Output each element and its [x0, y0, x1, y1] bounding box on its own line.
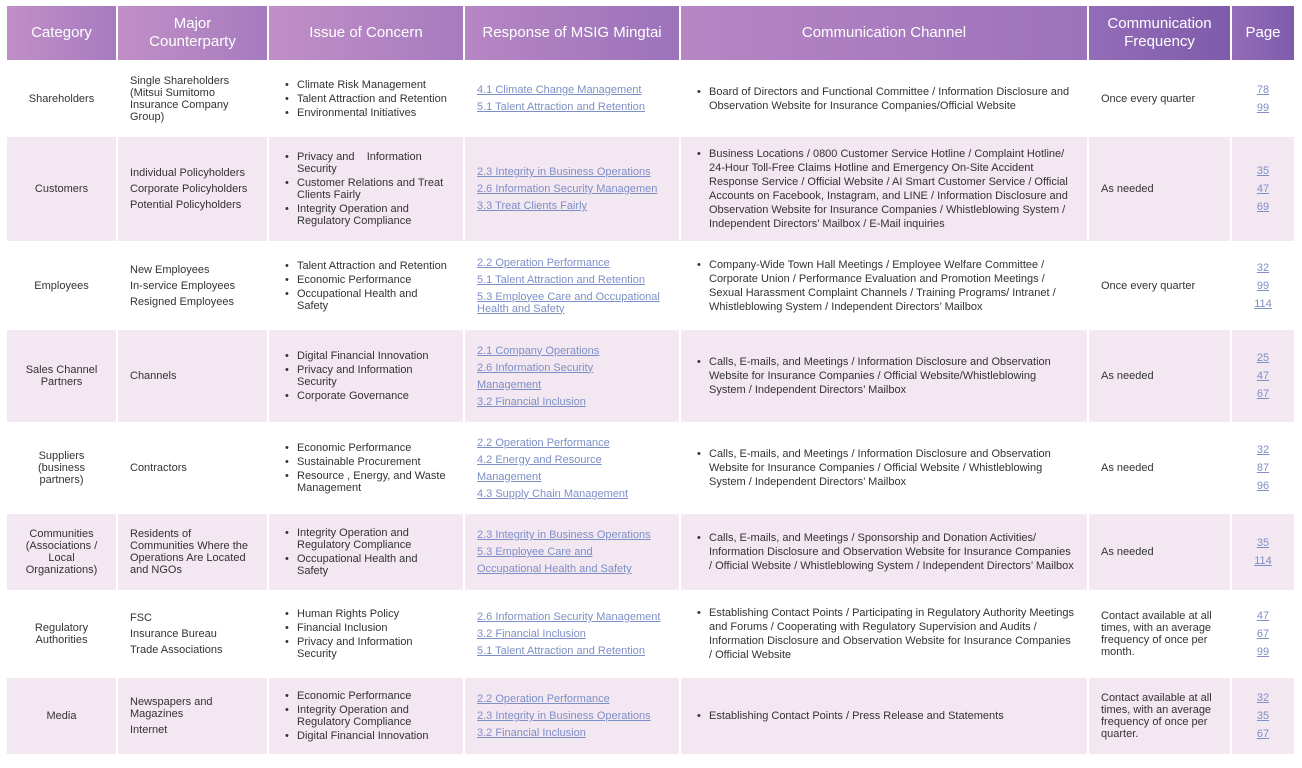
counterparty-item: Corporate Policyholders — [130, 183, 248, 195]
page-link[interactable]: 35 — [1256, 710, 1270, 722]
frequency-cell: Contact available at all times, with an average frequency of once per quarter. — [1089, 678, 1230, 754]
page-link[interactable]: 67 — [1256, 388, 1270, 400]
channel-cell — [681, 678, 1087, 754]
response-cell — [465, 62, 679, 135]
issue-item: • Integrity Operation and Regulatory Compliance — [297, 704, 451, 728]
page-cell — [1232, 137, 1294, 241]
page-link[interactable]: 114 — [1254, 555, 1272, 567]
issue-item: • Customer Relations and Treat Clients Fairly — [297, 177, 451, 201]
table-row — [7, 137, 1294, 241]
category-cell: Employees — [7, 243, 116, 328]
counterparty-item: FSC — [130, 612, 152, 624]
counterparty-item: Contractors — [130, 462, 187, 474]
frequency-cell: Contact available at all times, with an average frequency of once per month. — [1089, 592, 1230, 676]
response-link[interactable]: Management — [477, 470, 542, 483]
frequency-cell: As needed — [1089, 330, 1230, 422]
channel-text: • Calls, E-mails, and Meetings / Sponsorship and Donation Activities/ Information Disclosure and Observation Website for Insurance Companies / Official Website / Whistleblowing System / Independent Directors’ Mailbox — [709, 531, 1075, 573]
category-cell: Regulatory Authorities — [7, 592, 116, 676]
channel-text: • Business Locations / 0800 Customer Service Hotline / Complaint Hotline/ 24-Hour Toll-Free Claims Hotline and Emergency On-Site Accident Response Service / Official Website / AI Smart Customer Service / Official Accounts on Facebook, Instagram, and LINE / Information Disclosure and Observation Website for Insurance Companies / Whistleblowing System / Independent Directors’ Mailbox / E-Mail inquiries — [709, 147, 1075, 231]
page-link[interactable]: 67 — [1256, 728, 1270, 740]
response-link[interactable]: Occupational Health and Safety — [477, 563, 632, 575]
table-row — [7, 62, 1294, 135]
page-link[interactable]: 96 — [1256, 480, 1270, 492]
issue-item: • Human Rights Policy — [297, 608, 451, 620]
response-link[interactable]: 3.2 Financial Inclusion — [477, 628, 586, 640]
page-link[interactable]: 99 — [1256, 279, 1270, 292]
channel-text: • Company-Wide Town Hall Meetings / Employee Welfare Committee / Corporate Union / Performance Evaluation and Promotion Meetings / Sexual Harassment Complaint Channels / Training Programs/ Intranet / Whistleblowing System / Independent Directors’ Mailbox — [709, 258, 1075, 314]
counterparty-cell — [118, 243, 267, 328]
header-category: Category — [7, 6, 116, 60]
page-cell — [1232, 62, 1294, 135]
issue-item: • Resource , Energy, and Waste Management — [297, 470, 451, 494]
counterparty-cell — [118, 62, 267, 135]
response-cell — [465, 137, 679, 241]
response-link[interactable]: 3.3 Treat Clients Fairly — [477, 200, 588, 212]
channel-cell — [681, 592, 1087, 676]
issue-item: • Economic Performance — [297, 274, 451, 286]
response-link[interactable]: 2.3 Integrity in Business Operations — [477, 710, 651, 722]
issues-cell — [269, 137, 463, 241]
issues-cell — [269, 592, 463, 676]
response-link[interactable]: 4.1 Climate Change Management — [477, 84, 642, 96]
category-cell: Shareholders — [7, 62, 116, 135]
issue-item: • Economic Performance — [297, 690, 451, 702]
response-link[interactable]: 5.1 Talent Attraction and Retention — [477, 273, 645, 286]
response-link[interactable]: 2.1 Company Operations — [477, 344, 600, 357]
page-link[interactable]: 25 — [1256, 352, 1270, 364]
response-link[interactable]: Management — [477, 378, 542, 391]
response-link[interactable]: 2.6 Information Security — [477, 361, 594, 374]
page-link[interactable]: 35 — [1256, 165, 1270, 177]
page-link[interactable]: 114 — [1254, 297, 1272, 310]
table-row — [7, 424, 1294, 512]
issue-item: • Privacy and Information Security — [297, 151, 451, 175]
response-link[interactable]: 4.3 Supply Chain Management — [477, 487, 629, 500]
counterparty-cell — [118, 137, 267, 241]
response-link[interactable]: 2.3 Integrity in Business Operations — [477, 529, 651, 541]
category-cell: Media — [7, 678, 116, 754]
response-cell — [465, 243, 679, 328]
counterparty-item: In-service Employees — [130, 279, 236, 292]
response-link[interactable]: 5.1 Talent Attraction and Retention — [477, 101, 645, 113]
category-cell: Communities (Associations / Local Organizations) — [7, 514, 116, 590]
response-cell — [465, 424, 679, 512]
response-link[interactable]: 2.2 Operation Performance — [477, 436, 610, 449]
stakeholder-table — [5, 4, 1296, 756]
page-link[interactable]: 87 — [1256, 462, 1270, 474]
category-cell: Sales Channel Partners — [7, 330, 116, 422]
frequency-cell: As needed — [1089, 424, 1230, 512]
issue-item: • Occupational Health and Safety — [297, 288, 451, 312]
counterparty-item: Single Shareholders (Mitsui Sumitomo Insurance Company Group) — [130, 74, 230, 123]
page-link[interactable]: 47 — [1256, 370, 1270, 382]
channel-cell — [681, 330, 1087, 422]
response-link[interactable]: 5.3 Employee Care and — [477, 546, 593, 558]
page-link[interactable]: 32 — [1256, 261, 1270, 274]
page-cell — [1232, 514, 1294, 590]
channel-text: • Establishing Contact Points / Press Release and Statements — [709, 709, 1075, 723]
page-link[interactable]: 32 — [1256, 692, 1270, 704]
response-link[interactable]: 2.6 Information Security Management — [477, 611, 661, 623]
counterparty-item: Resigned Employees — [130, 295, 234, 308]
table-row — [7, 678, 1294, 754]
counterparty-item: Individual Policyholders — [130, 167, 245, 179]
counterparty-cell — [118, 592, 267, 676]
channel-text: • Calls, E-mails, and Meetings / Information Disclosure and Observation Website for Insurance Companies / Official Website/Whistleblowing System / Independent Directors’ Mailbox — [709, 355, 1075, 397]
counterparty-cell — [118, 678, 267, 754]
response-cell — [465, 330, 679, 422]
issue-item: • Sustainable Procurement — [297, 456, 451, 468]
channel-text: • Board of Directors and Functional Committee / Information Disclosure and Observation Website for Insurance Companies/Official Website — [709, 85, 1075, 113]
issue-item: • Integrity Operation and Regulatory Compliance — [297, 203, 451, 227]
response-link[interactable]: 5.1 Talent Attraction and Retention — [477, 645, 645, 657]
issue-item: • Integrity Operation and Regulatory Compliance — [297, 527, 451, 551]
page-link[interactable]: 78 — [1256, 83, 1270, 96]
counterparty-item: Insurance Bureau — [130, 628, 217, 640]
page-cell — [1232, 330, 1294, 422]
response-link[interactable]: 2.2 Operation Performance — [477, 693, 610, 705]
page-link[interactable]: 67 — [1256, 628, 1270, 640]
header-major-counterparty: Major Counterparty — [118, 6, 267, 60]
issue-item: • Digital Financial Innovation — [297, 730, 451, 742]
channel-cell — [681, 514, 1087, 590]
category-cell: Suppliers (business partners) — [7, 424, 116, 512]
issues-cell — [269, 243, 463, 328]
page-link[interactable]: 47 — [1256, 610, 1270, 622]
page-link[interactable]: 99 — [1256, 101, 1270, 114]
frequency-cell: As needed — [1089, 514, 1230, 590]
channel-cell — [681, 62, 1087, 135]
category-cell: Customers — [7, 137, 116, 241]
response-link[interactable]: 2.2 Operation Performance — [477, 256, 610, 269]
header-row — [7, 6, 1294, 60]
issues-cell — [269, 62, 463, 135]
channel-cell — [681, 424, 1087, 512]
counterparty-item: Newspapers and Magazines — [130, 696, 213, 720]
counterparty-item: Residents of Communities Where the Operations Are Located and NGOs — [130, 528, 248, 576]
page-cell — [1232, 592, 1294, 676]
frequency-cell: Once every quarter — [1089, 243, 1230, 328]
counterparty-item: Channels — [130, 370, 177, 382]
issue-item: • Climate Risk Management — [297, 79, 451, 91]
counterparty-cell — [118, 330, 267, 422]
issue-item: • Privacy and Information Security — [297, 364, 451, 388]
response-link[interactable]: 4.2 Energy and Resource — [477, 453, 602, 466]
issue-item: • Occupational Health and Safety — [297, 553, 451, 577]
header-communication-channel: Communication Channel — [681, 6, 1087, 60]
table-row — [7, 592, 1294, 676]
response-link[interactable]: 2.6 Information Security Managemen — [477, 183, 658, 195]
header-communication-frequency: Communication Frequency — [1089, 6, 1230, 60]
response-cell — [465, 678, 679, 754]
table-row — [7, 330, 1294, 422]
counterparty-item: Potential Policyholders — [130, 199, 242, 211]
counterparty-item: Trade Associations — [130, 644, 223, 656]
response-link[interactable]: 3.2 Financial Inclusion — [477, 395, 586, 408]
table-row — [7, 514, 1294, 590]
issues-cell — [269, 678, 463, 754]
page-link[interactable]: 35 — [1256, 537, 1270, 549]
counterparty-cell — [118, 514, 267, 590]
page-link[interactable]: 32 — [1256, 444, 1270, 456]
issues-cell — [269, 424, 463, 512]
channel-text: • Establishing Contact Points / Participating in Regulatory Authority Meetings and Forums / Cooperating with Regulatory Supervision and Audits / Information Disclosure and Observation Website for Insurance Companies / Official Website — [709, 606, 1075, 662]
channel-text: • Calls, E-mails, and Meetings / Information Disclosure and Observation Website for Insurance Companies / Official Website / Whistleblowing System / Independent Directors’ Mailbox — [709, 447, 1075, 489]
header-page: Page — [1232, 6, 1294, 60]
table-row — [7, 243, 1294, 328]
page-cell — [1232, 678, 1294, 754]
response-cell — [465, 514, 679, 590]
response-link[interactable]: 2.3 Integrity in Business Operations — [477, 166, 651, 178]
issue-item: • Talent Attraction and Retention — [297, 93, 451, 105]
issue-item: • Economic Performance — [297, 442, 451, 454]
page-link[interactable]: 99 — [1256, 646, 1270, 658]
channel-cell — [681, 137, 1087, 241]
issue-item: • Financial Inclusion — [297, 622, 451, 634]
header-issue-of-concern: Issue of Concern — [269, 6, 463, 60]
counterparty-cell — [118, 424, 267, 512]
channel-cell — [681, 243, 1087, 328]
issues-cell — [269, 514, 463, 590]
frequency-cell: As needed — [1089, 137, 1230, 241]
issue-item: • Talent Attraction and Retention — [297, 260, 451, 272]
issue-item: • Privacy and Information Security — [297, 636, 451, 660]
page-cell — [1232, 243, 1294, 328]
issue-item: • Corporate Governance — [297, 390, 451, 402]
issue-item: • Environmental Initiatives — [297, 107, 451, 119]
issue-item: • Digital Financial Innovation — [297, 350, 451, 362]
frequency-cell: Once every quarter — [1089, 62, 1230, 135]
page-cell — [1232, 424, 1294, 512]
response-cell — [465, 592, 679, 676]
page-link[interactable]: 69 — [1256, 201, 1270, 213]
issues-cell — [269, 330, 463, 422]
counterparty-item: Internet — [130, 724, 168, 736]
response-link[interactable]: 3.2 Financial Inclusion — [477, 727, 586, 739]
counterparty-item: New Employees — [130, 263, 210, 276]
header-response: Response of MSIG Mingtai — [465, 6, 679, 60]
page-link[interactable]: 47 — [1256, 183, 1270, 195]
response-link[interactable]: 5.3 Employee Care and Occupational Health and Safety — [477, 290, 660, 315]
